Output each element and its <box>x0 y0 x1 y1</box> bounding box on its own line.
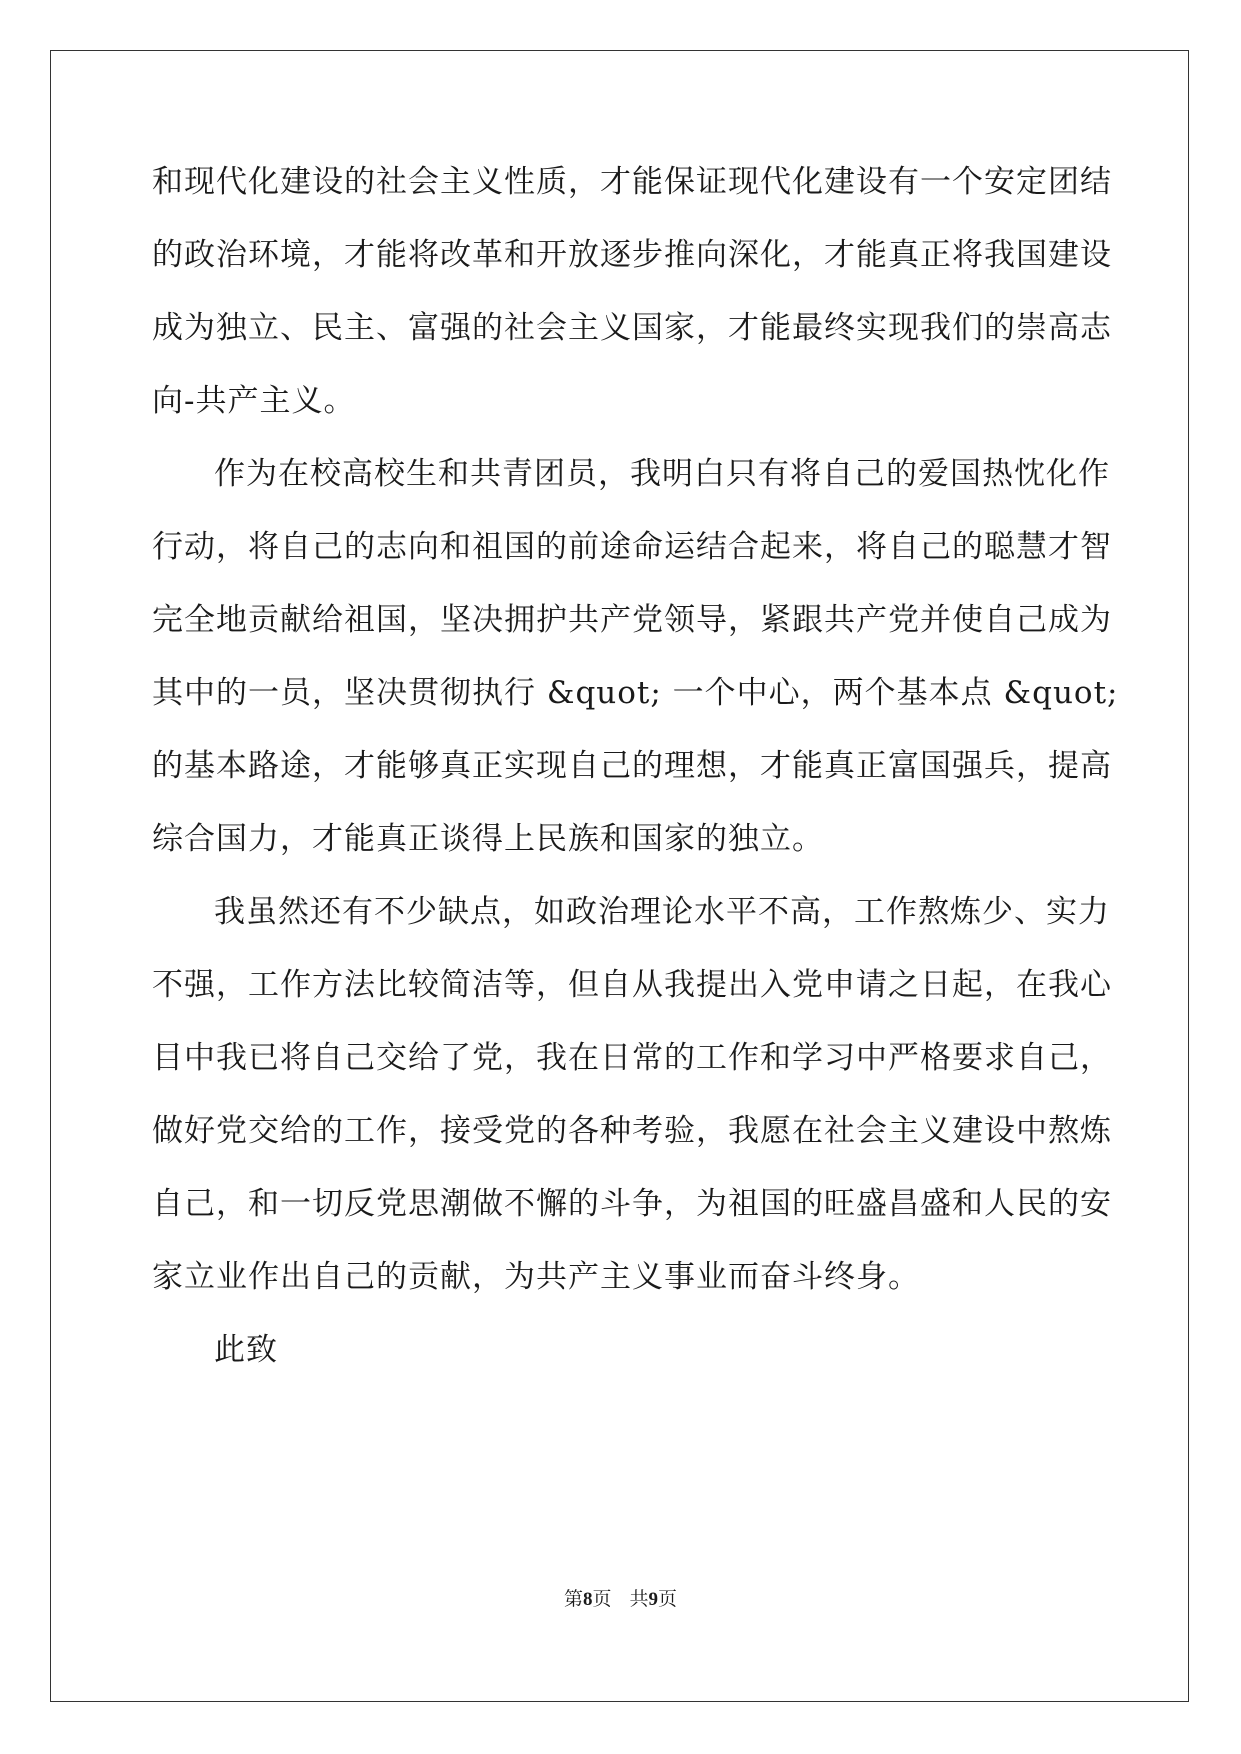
page-suffix: 页 <box>592 1589 612 1610</box>
text-line: 成为独立、民主、富强的社会主义国家，才能最终实现我们的崇高志 <box>152 310 1112 346</box>
closing-salutation: 此致 <box>214 1332 278 1368</box>
text-line: 做好党交给的工作，接受党的各种考验，我愿在社会主义建设中熬炼 <box>152 1113 1112 1149</box>
text-line: 家立业作出自己的贡献，为共产主义事业而奋斗终身。 <box>152 1259 920 1295</box>
text-line: 不强，工作方法比较简洁等，但自从我提出入党申请之日起，在我心 <box>152 967 1112 1003</box>
page-prefix: 第 <box>563 1589 583 1610</box>
text-line: 其中的一员，坚决贯彻执行 &quot; 一个中心，两个基本点 &quot; <box>152 675 1119 711</box>
text-line: 我虽然还有不少缺点，如政治理论水平不高，工作熬炼少、实力 <box>214 894 1110 930</box>
text-line: 的基本路途，才能够真正实现自己的理想，才能真正富国强兵，提高 <box>152 748 1112 784</box>
text-line: 自己，和一切反党思潮做不懈的斗争，为祖国的旺盛昌盛和人民的安 <box>152 1186 1112 1222</box>
text-line: 完全地贡献给祖国，坚决拥护共产党领导，紧跟共产党并使自己成为 <box>152 602 1112 638</box>
current-page-number: 8 <box>582 1589 593 1610</box>
total-prefix: 共 <box>629 1589 649 1610</box>
text-line: 和现代化建设的社会主义性质，才能保证现代化建设有一个安定团结 <box>152 164 1112 200</box>
page-number-footer <box>0 1584 1241 1611</box>
total-page-number: 9 <box>648 1589 659 1610</box>
text-line: 向-共产主义。 <box>152 383 356 419</box>
text-line: 作为在校高校生和共青团员，我明白只有将自己的爱国热忱化作 <box>214 456 1110 492</box>
text-line: 综合国力，才能真正谈得上民族和国家的独立。 <box>152 821 824 857</box>
text-line: 行动，将自己的志向和祖国的前途命运结合起来，将自己的聪慧才智 <box>152 529 1112 565</box>
total-suffix: 页 <box>658 1589 678 1610</box>
text-line: 的政治环境，才能将改革和开放逐步推向深化，才能真正将我国建设 <box>152 237 1112 273</box>
document-body <box>152 163 1119 1369</box>
text-line: 目中我已将自己交给了党，我在日常的工作和学习中严格要求自己， <box>152 1040 1112 1076</box>
